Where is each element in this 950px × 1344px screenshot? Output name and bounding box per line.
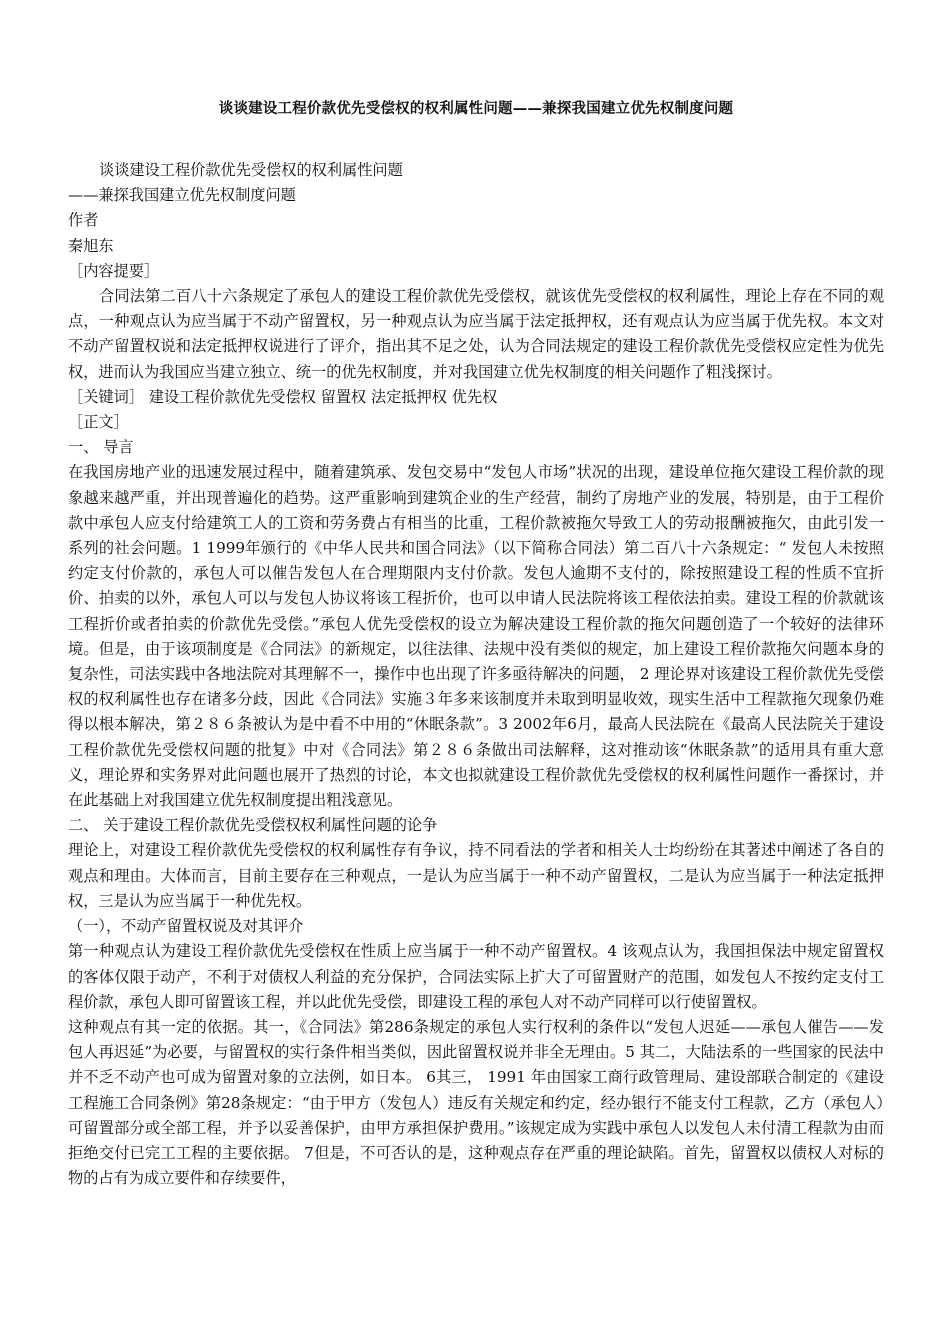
subsection-1-heading: （一），不动产留置权说及对其评介 [68,917,304,936]
section-2-paragraph: 理论上，对建设工程价款优先受偿权的权利属性存有争议，持不同看法的学者和相关人士均纷纷在其著述中阐述了各自的观点和理由。大体而言，目前主要存在三种观点，一是认为应当属于一种不动产留置权，二是认为应当属于一种法定抵押权，三是认为应当属于一种优先权。 [68,841,884,910]
subsection-1-paragraph-1: 第一种观点认为建设工程价款优先受偿权在性质上应当属于一种不动产留置权。4 该观点认为，我国担保法中规定留置权的客体仅限于动产，不利于对债权人利益的充分保护，合同法实际上扩大了可留置财产的范围，如发包人不按约定支付工程价款，承包人即可留置该工程，并以此优先受偿，即建设工程的承包人对不动产同样可以行使留置权。 [68,942,884,1011]
document-title: 谈谈建设工程价款优先受偿权的权利属性问题——兼探我国建立优先权制度问题 [218,101,734,117]
section-1-heading: 一、 导言 [68,438,134,457]
section-2-heading: 二、 关于建设工程价款优先受偿权权利属性问题的论争 [68,816,438,835]
author-label: 作者 [68,211,99,230]
body-label: ［正文］ [68,413,129,432]
abstract-paragraph: 合同法第二百八十六条规定了承包人的建设工程价款优先受偿权，就该优先受偿权的权利属性，理论上存在不同的观点，一种观点认为应当属于不动产留置权，另一种观点认为应当属于法定抵押权，还有观点认为应当属于优先权。本文对不动产留置权说和法定抵押权说进行了评介，指出其不足之处，认为合同法规定的建设工程价款优先受偿权应定性为优先权，进而认为我国应当建立独立、统一的优先权制度，并对我国建立优先权制度的相关问题作了粗浅探讨。 [68,287,884,381]
heading-line-1: 谈谈建设工程价款优先受偿权的权利属性问题 [99,161,403,179]
heading-line-2: ——兼探我国建立优先权制度问题 [68,186,296,205]
keywords-line: ［关键词］ 建设工程价款优先受偿权 留置权 法定抵押权 优先权 [68,387,498,406]
section-1-paragraph: 在我国房地产业的迅速发展过程中，随着建筑承、发包交易中“发包人市场”状况的出现，建设单位拖欠建设工程价款的现象越来越严重，并出现普遍化的趋势。这严重影响到建筑企业的生产经营，制约了房地产业的发展，特别是，由于工程价款中承包人应支付给建筑工人的工资和劳务费占有相当的比重，工程价款被拖欠导致工人的劳动报酬被拖欠，由此引发一系列的社会问题。1 1999年颁行的《中华人民共和国合同法》（以下简称合同法）第二百八十六条规定：“ 发包人未按照约定支付价款的，承包人可以催告发包人在合理期限内支付价款。发包人逾期不支付的，除按照建设工程的性质不宜折价、拍卖的以外，承包人可以与发包人协议将该工程折价，也可以申请人民法院将该工程依法拍卖。建设工程的价款就该工程折价或者拍卖的价款优先受偿。”承包人优先受偿权的设立为解决建设工程价款的拖欠问题创造了一个较好的法律环境。但是，由于该项制度是《合同法》的新规定，以往法律、法规中没有类似的规定，加上建设工程价款拖欠问题本身的复杂性，司法实践中各地法院对其理解不一，操作中也出现了许多亟待解决的问题， 2 理论界对该建设工程价款优先受偿权的权利属性也存在诸多分歧，因此《合同法》实施３年多来该制度并未取到明显收效，现实生活中工程款拖欠现象仍难得以根本解决，第２８６条被认为是中看不中用的“休眠条款”。3 2002年6月，最高人民法院在《最高人民法院关于建设工程价款优先受偿权问题的批复》中对《合同法》第２８６条做出司法解释，这对推动该“休眠条款”的适用具有重大意义，理论界和实务界对此问题也展开了热烈的讨论，本文也拟就建设工程价款优先受偿权的权利属性问题作一番探讨，并在此基础上对我国建立优先权制度提出粗浅意见。 [68,463,884,810]
document-page [68,96,884,1191]
author-name: 秦旭东 [68,236,114,255]
abstract-label: ［内容提要］ [68,261,160,280]
subsection-1-paragraph-2: 这种观点有其一定的依据。其一，《合同法》第286条规定的承包人实行权利的条件以“发包人迟延——承包人催告——发包人再迟延”为必要，与留置权的实行条件相当类似，因此留置权说并非全无理由。5 其二，大陆法系的一些国家的民法中并不乏不动产也可成为留置对象的立法例，如日本。 6其三， 1991 年由国家工商行政管理局、建设部联合制定的《建设工程施工合同条例》第28条规定：“由于甲方（发包人）违反有关规定和约定，经办银行不能支付工程款，乙方（承包人）可留置部分或全部工程，并予以妥善保护，由甲方承担保护费用。”该规定成为实践中承包人以发包人未付清工程款为由而拒绝交付已完工工程的主要依据。 7但是，不可否认的是，这种观点存在严重的理论缺陷。首先，留置权以债权人对标的物的占有为成立要件和存续要件， [68,1017,884,1188]
